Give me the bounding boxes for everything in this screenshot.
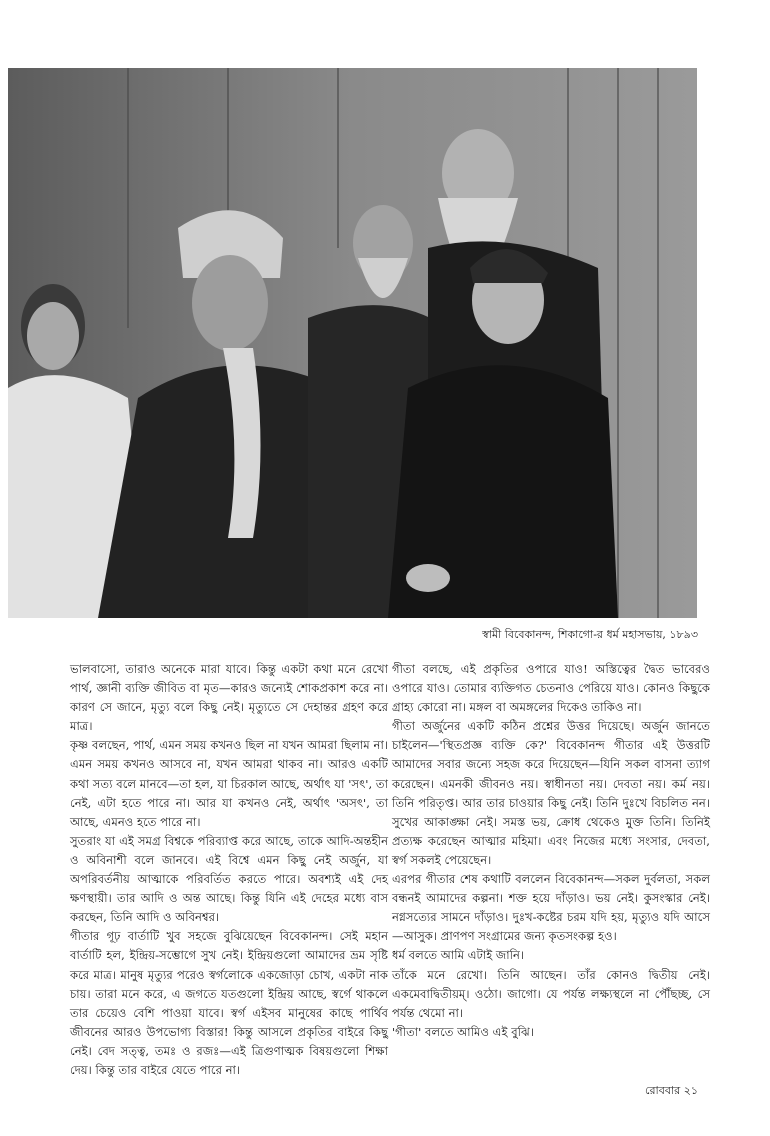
paragraph: ধর্ম বলতে আমি এটাই জানি। bbox=[392, 948, 525, 963]
article-column-left bbox=[70, 660, 388, 1080]
historical-photo bbox=[8, 68, 697, 618]
paragraph: গীতা অর্জুনের একটি কঠিন প্রশ্নের উত্তর দিয়েছে। অর্জুন জানতে চাইলেন—'স্থিতপ্রজ্ঞ ব্যক্তি কে?' বিবেকানন্দ গীতার এই উত্তরটি আমাদের সবার জন্যে সহজ করে দিয়েছেন—যিনি সকল বাসনা ত্যাগ করেছেন। এমনকী জীবনও নয়। স্বাধীনতা নয়। দেবতা নয়। কর্ম নয়। তিনি পরিতৃপ্ত। আর তার চাওয়ার কিছু নেই। তিনি দুঃখে বিচলিত নন। সুখের আকাঙ্ক্ষা নেই। সমস্ত ভয়, ক্রোধ থেকেও মুক্ত তিনি। তিনিই প্রত্যক্ষ করেছেন আত্মার মহিমা। এবং নিজের মধ্যে সংসার, দেবতা, স্বর্গ সকলই পেয়েছেন। bbox=[392, 719, 710, 867]
paragraph: তাঁকে মনে রেখো। তিনি আছেন। তাঁর কোনও দ্বিতীয় নেই। একমেবাদ্বিতীয়ম্। ওঠো। জাগো। যে পর্যন্ত লক্ষ্যস্থলে না পৌঁছচ্ছ, সে পর্যন্ত থেমো না। bbox=[392, 967, 710, 1020]
paragraph: গীতার গূঢ় বার্তাটি খুব সহজে বুঝিয়েছেন বিবেকানন্দ। সেই মহান বার্তাটি হল, ইন্দ্রিয়-সম্ভোগে সুখ নেই। ইন্দ্রিয়গুলো আমাদের ভ্রম সৃষ্টি করে মাত্র। মানুষ মৃত্যুর পরেও স্বর্গলোকে একজোড়া চোখ, একটা নাক চায়। তারা মনে করে, এ জগতে যতগুলো ইন্দ্রিয় আছে, স্বর্গে থাকলে তার চেয়েও বেশি পাওয়া যাবে। স্বর্গ এইসব মানুষের কাছে পার্থিব জীবনের আরও উপভোগ্য বিস্তার! কিন্তু আসলে প্রকৃতির বাইরে কিছু নেই। বেদ সত্ত্ব, তমঃ ও রজঃ—এই ত্রিগুণাত্মক বিষয়গুলো শিক্ষা দেয়। কিন্তু তার বাইরে যেতে পারে না। bbox=[70, 929, 388, 1077]
paragraph: 'গীতা' বলতে আমিও এই বুঝি। bbox=[392, 1024, 534, 1039]
paragraph: ভালবাসো, তারাও অনেকে মারা যাবে। কিন্তু একটা কথা মনে রেখো পার্থ, জ্ঞানী ব্যক্তি জীবিত বা মৃত—কারও জন্যেই শোকপ্রকাশ করে না। কারণ সে জানে, মৃত্যু বলে কিছু নেই। মৃত্যুতে সে দেহান্তর গ্রহণ করে মাত্র। bbox=[70, 662, 388, 734]
paragraph: গীতা বলছে, এই প্রকৃতির ওপারে যাও! অস্তিত্বের দ্বৈত ভাবেরও ওপারে যাও। তোমার ব্যক্তিগত চেতনাও পেরিয়ে যাও। কোনও কিছুকে গ্রাহ্য কোরো না। মঙ্গল বা অমঙ্গলের দিকেও তাকিও না। bbox=[392, 662, 710, 715]
paragraph: সুতরাং যা এই সমগ্র বিশ্বকে পরিব্যাপ্ত করে আছে, তাকে আদি-অন্তহীন ও অবিনাশী বলে জানবে। এই বিশ্বে এমন কিছু নেই অর্জুন, যা অপরিবর্তনীয় আত্মাকে পরিবর্তিত করতে পারে। অবশ্যই এই দেহ ক্ষণস্থায়ী। তার আদি ও অন্ত আছে। কিন্তু যিনি এই দেহের মধ্যে বাস করছেন, তিনি আদি ও অবিনশ্বর। bbox=[70, 833, 388, 925]
page-footer: রোববার ২১ bbox=[645, 1084, 698, 1097]
article-column-right bbox=[392, 660, 710, 1042]
photo-caption: স্বামী বিবেকানন্দ, শিকাগো-র ধর্ম মহাসভায়, ১৮৯৩ bbox=[482, 628, 698, 641]
paragraph: কৃষ্ণ বলছেন, পার্থ, এমন সময় কখনও ছিল না যখন আমরা ছিলাম না। এমন সময় কখনও আসবে না, যখন আমরা থাকব না। আরও একটি কথা সত্য বলে মানবে—তা হল, যা চিরকাল আছে, অর্থাৎ যা 'সৎ', তা নেই, এটা হতে পারে না। আর যা কখনও নেই, অর্থাৎ 'অসৎ', তা আছে, এমনও হতে পারে না। bbox=[70, 738, 388, 829]
paragraph: এরপর গীতার শেষ কথাটি বললেন বিবেকানন্দ—সকল দুর্বলতা, সকল বন্ধনই আমাদের কল্পনা। শক্ত হয়ে দাঁড়াও। ভয় নেই। কুসংস্কার নেই। নগ্নসত্যের সামনে দাঁড়াও। দুঃখ-কষ্টের চরম যদি হয়, মৃত্যুও যদি আসে—আসুক। প্রাণপণ সংগ্রামের জন্য কৃতসংকল্প হও। bbox=[392, 872, 710, 944]
photo-illustration bbox=[8, 68, 697, 618]
